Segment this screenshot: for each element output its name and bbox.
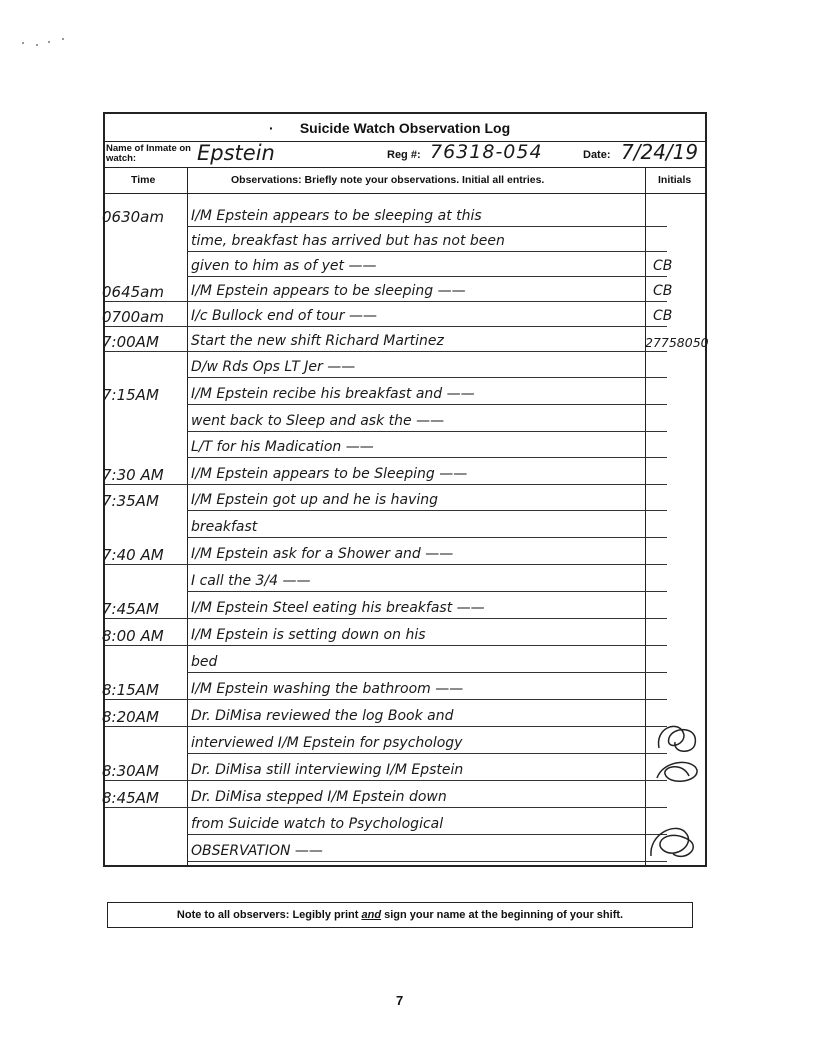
entry-time: 7:30 AM [102,466,164,484]
initials-column-header: Initials [658,174,692,186]
entry-time: 8:20AM [102,708,159,726]
entry-observation-line: I/c Bullock end of tour —— [191,308,377,324]
entry-time: 0645am [102,283,164,301]
ruled-line [187,431,667,432]
observer-note [107,902,693,928]
reg-number-label: Reg #: [387,149,421,161]
entry-observation-line: I/M Epstein washing the bathroom —— [191,681,464,697]
scan-speck [22,42,24,44]
entry-observation-line: I/M Epstein appears to be sleeping —— [191,283,466,299]
entry-initials: 27758050 [645,335,709,350]
reg-number-value: 76318-054 [430,141,543,163]
column-header-row [105,168,705,194]
entry-observation-line: time, breakfast has arrived but has not been [191,233,505,249]
ruled-line [187,301,667,302]
entry-time: 0630am [102,208,164,226]
initials-signature [653,718,705,758]
entry-time: 8:30AM [102,762,159,780]
ruled-line [187,861,667,862]
entry-initials: CB [653,283,673,299]
time-underline [105,564,187,565]
inmate-name-value: Epstein [197,141,275,165]
ruled-line [187,564,667,565]
note-prefix: Note to all observers: Legibly print [176,909,362,921]
entry-observation-line: OBSERVATION —— [191,843,323,859]
entry-observation-line: given to him as of yet —— [191,258,377,274]
ruled-line [187,618,667,619]
time-underline [105,780,187,781]
entry-initials: CB [653,258,673,274]
ruled-line [187,326,667,327]
time-column-divider [187,168,188,865]
time-underline [105,726,187,727]
initials-column-divider [645,168,646,865]
entry-observation-line: I/M Epstein appears to be sleeping at this [191,208,482,224]
time-column-header: Time [131,174,156,186]
ruled-line [187,377,667,378]
entry-observation-line: went back to Sleep and ask the —— [191,413,445,429]
entry-observation-line: breakfast [191,519,258,535]
ruled-line [187,404,667,405]
ruled-line [187,645,667,646]
time-underline [105,807,187,808]
ruled-line [187,351,667,352]
entry-time: 7:15AM [102,386,159,404]
note-emphasis: and [361,909,382,921]
time-underline [105,618,187,619]
entry-observation-line: D/w Rds Ops LT Jer —— [191,359,356,375]
date-label: Date: [583,149,611,161]
entry-observation-line: I call the 3/4 —— [191,573,311,589]
entry-observation-line: Start the new shift Richard Martinez [191,333,444,349]
initials-signature [653,756,705,788]
observation-log-form [103,112,707,867]
entry-time: 8:15AM [102,681,159,699]
date-value: 7/24/19 [621,140,699,164]
entry-time: 8:45AM [102,789,159,807]
entry-observation-line: Dr. DiMisa still interviewing I/M Epstein [191,762,464,778]
ruled-line [187,753,667,754]
page-number: 7 [396,993,404,1008]
ruled-line [187,226,667,227]
ruled-line [187,834,667,835]
time-underline [105,351,187,352]
scan-speck [36,44,38,46]
entry-observation-line: from Suicide watch to Psychological [191,816,444,832]
form-title [105,114,705,142]
entry-observation-line: I/M Epstein Steel eating his breakfast —— [191,600,485,616]
time-underline [105,484,187,485]
ruled-line [187,457,667,458]
entry-observation-line: Dr. DiMisa stepped I/M Epstein down [191,789,447,805]
entry-time: 7:00AM [102,333,159,351]
ruled-line [187,807,667,808]
observations-column-header: Observations: Briefly note your observations. Initial all entries. [231,174,545,186]
scan-speck [62,38,64,40]
time-underline [105,645,187,646]
ruled-line [187,537,667,538]
entry-time: 8:00 AM [102,627,164,645]
initials-signature [645,820,705,864]
ruled-line [187,672,667,673]
entry-observation-line: Dr. DiMisa reviewed the log Book and [191,708,454,724]
ruled-line [187,726,667,727]
entry-observation-line: I/M Epstein is setting down on his [191,627,426,643]
ruled-line [187,591,667,592]
entry-time: 7:35AM [102,492,159,510]
inmate-info-row [105,142,705,168]
entry-observation-line: L/T for his Madication —— [191,439,374,455]
entry-initials: CB [653,308,673,324]
entry-observation-line: I/M Epstein recibe his breakfast and —— [191,386,475,402]
ruled-line [187,699,667,700]
time-underline [105,301,187,302]
entry-observation-line: I/M Epstein got up and he is having [191,492,439,508]
entry-observation-line: bed [191,654,218,670]
inmate-name-label: Name of Inmate on watch: [106,143,191,164]
time-underline [105,326,187,327]
title-dot: · [269,120,274,136]
note-suffix: sign your name at the beginning of your shift. [381,909,624,921]
ruled-line [187,780,667,781]
entry-observation-line: interviewed I/M Epstein for psychology [191,735,463,751]
entry-time: 0700am [102,308,164,326]
ruled-line [187,276,667,277]
entry-observation-line: I/M Epstein ask for a Shower and —— [191,546,454,562]
scan-speck [48,41,50,43]
ruled-line [187,251,667,252]
entry-time: 7:45AM [102,600,159,618]
time-underline [105,699,187,700]
ruled-line [187,510,667,511]
entry-observation-line: I/M Epstein appears to be Sleeping —— [191,466,468,482]
form-title-text: Suicide Watch Observation Log [299,120,511,136]
entry-time: 7:40 AM [102,546,164,564]
ruled-line [187,484,667,485]
